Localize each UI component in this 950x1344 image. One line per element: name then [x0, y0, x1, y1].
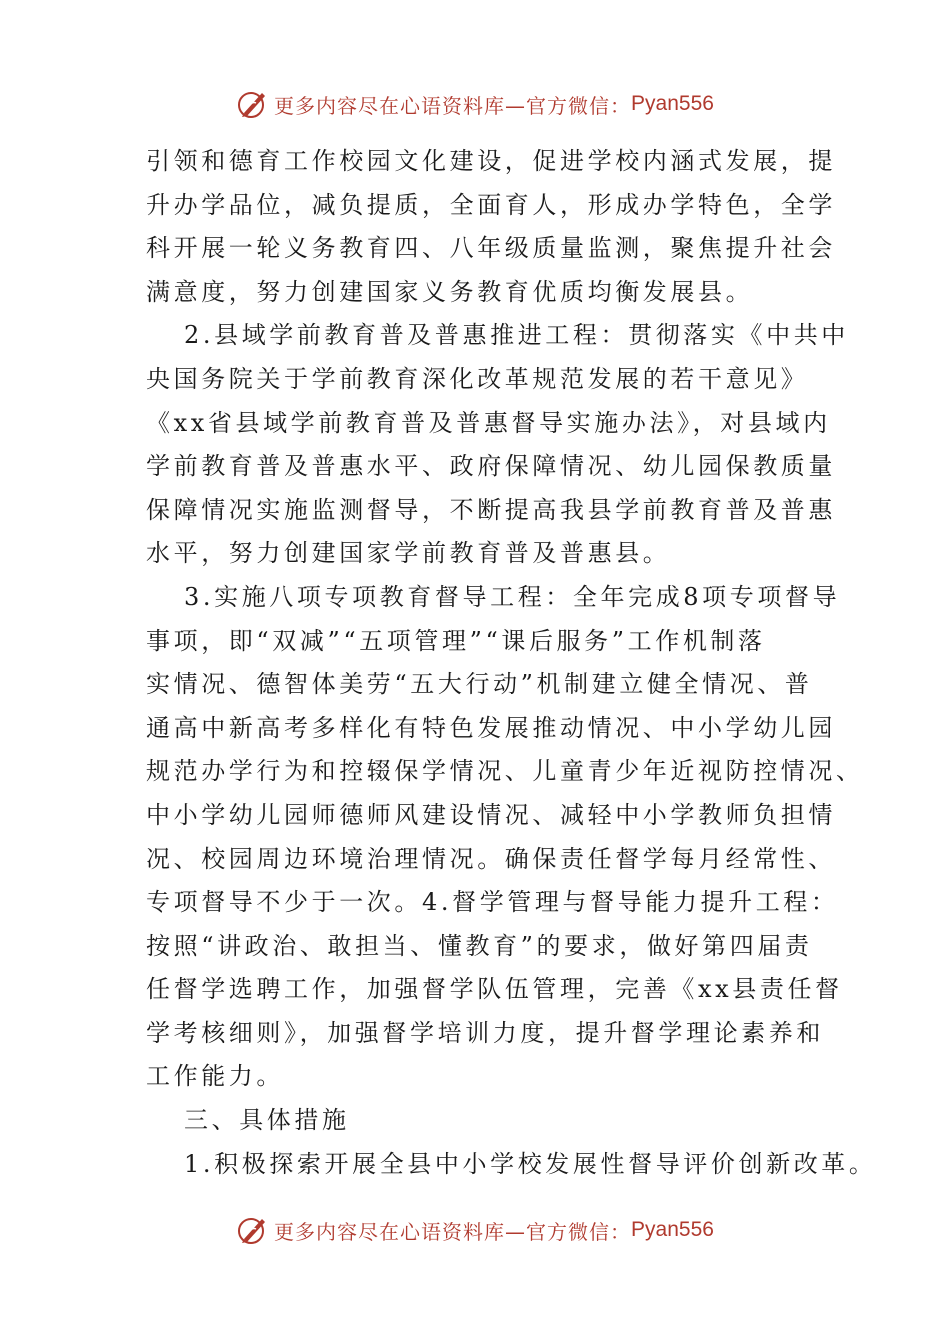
text-line: 2.县域学前教育普及普惠推进工程：贯彻落实《中共中	[184, 321, 849, 350]
text-line: 事项，即“双减”“五项管理”“课后服务”工作机制落	[146, 626, 766, 655]
text-line: 按照“讲政治、敢担当、懂教育”的要求，做好第四届责	[146, 931, 813, 960]
text-line: 水平，努力创建国家学前教育普及普惠县。	[146, 539, 671, 568]
watermark-id: Pyan556	[631, 1218, 714, 1241]
text-line: 实情况、德智体美劳“五大行动”机制建立健全情况、普	[146, 670, 813, 699]
document-body	[146, 140, 877, 1186]
text-line: 工作能力。	[146, 1062, 284, 1091]
text-line: 引领和德育工作校园文化建设，促进学校内涵式发展，提	[146, 147, 836, 175]
text-line: 央国务院关于学前教育深化改革规范发展的若干意见》	[146, 364, 809, 393]
text-line: 学考核细则》，加强督学培训力度，提升督学理论素养和	[146, 1018, 824, 1047]
text-line: 中小学幼儿园师德师风建设情况、减轻中小学教师负担情	[146, 800, 836, 829]
text-line: 通高中新高考多样化有特色发展推动情况、中小学幼儿园	[146, 713, 836, 742]
text-line: 3.实施八项专项教育督导工程：全年完成8项专项督导	[184, 582, 841, 611]
text-line: 满意度，努力创建国家义务教育优质均衡发展县。	[146, 277, 754, 306]
watermark-id: Pyan556	[631, 92, 714, 115]
text-line: 科开展一轮义务教育四、八年级质量监测，聚焦提升社会	[146, 234, 836, 263]
text-line: 1.积极探索开展全县中小学校发展性督导评价创新改革。	[184, 1149, 877, 1178]
text-line: 《xx省县域学前教育普及普惠督导实施办法》，对县域内	[146, 408, 831, 437]
pen-logo-icon	[236, 87, 270, 121]
text-line: 任督学选聘工作，加强督学队伍管理，完善《xx县责任督	[146, 975, 843, 1004]
text-line: 规范办学行为和控辍保学情况、儿童青少年近视防控情况、	[146, 757, 864, 786]
pen-logo-icon	[236, 1213, 270, 1247]
watermark-text: 更多内容尽在心语资料库—官方微信：	[274, 93, 632, 118]
text-line: 学前教育普及普惠水平、政府保障情况、幼儿园保教质量	[146, 452, 836, 481]
section-heading: 三、具体措施	[184, 1106, 350, 1135]
text-line: 况、校园周边环境治理情况。确保责任督学每月经常性、	[146, 844, 836, 873]
text-line: 升办学品位，减负提质，全面育人，形成办学特色，全学	[146, 190, 836, 219]
text-line: 保障情况实施监测督导，不断提高我县学前教育普及普惠	[146, 495, 836, 524]
watermark-text: 更多内容尽在心语资料库—官方微信：	[274, 1219, 632, 1244]
footer-watermark	[0, 1210, 950, 1250]
text-line: 专项督导不少于一次。4.督学管理与督导能力提升工程：	[146, 888, 839, 917]
header-watermark	[0, 84, 950, 124]
